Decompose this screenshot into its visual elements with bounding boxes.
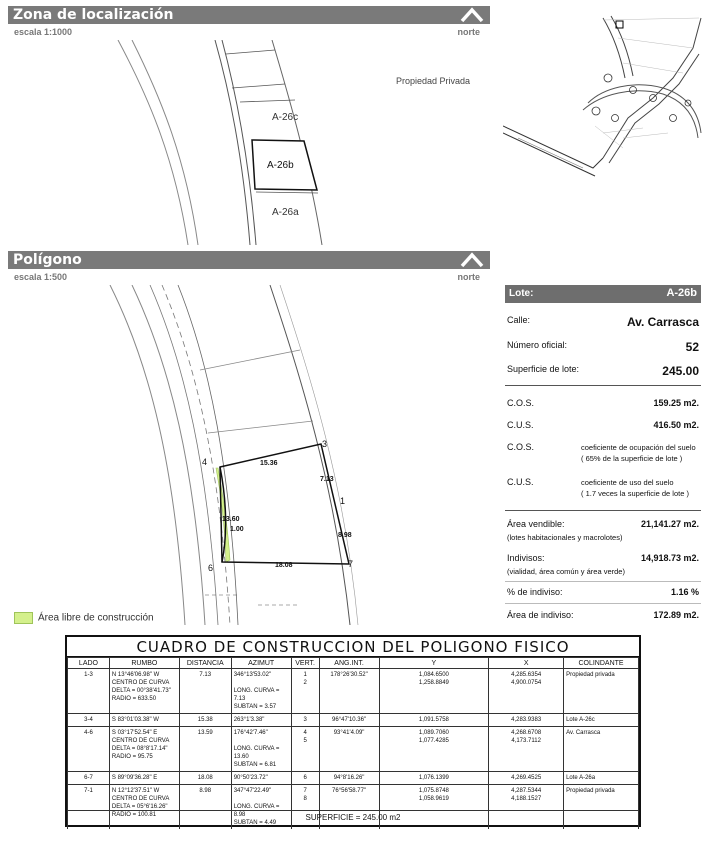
cell-line <box>234 679 289 687</box>
cell-line: SUBTAN = 4.49 <box>233 820 277 826</box>
cell-col: Lote A-26a <box>564 772 639 785</box>
zona-title: Zona de localización <box>13 7 174 23</box>
cell-line: 6 <box>303 775 307 781</box>
cuadro-construccion <box>65 635 641 827</box>
legend <box>14 612 154 624</box>
cell-line: 2 <box>303 680 307 686</box>
north-arrow-icon <box>460 252 484 268</box>
cell-line: 1 <box>303 672 307 678</box>
cell-azimut <box>231 714 291 727</box>
cell-line <box>234 737 289 745</box>
cell-line: 7 <box>303 788 307 794</box>
numero-value: 52 <box>685 340 699 354</box>
cell-col: Lote A-26c <box>564 714 639 727</box>
cell-line: S 03°17'52.54" E <box>111 730 158 736</box>
cuadro-row <box>68 727 639 772</box>
cell-line: RADIO = 95.75 <box>111 754 153 760</box>
cuadro-row <box>68 714 639 727</box>
calle-label: Calle: <box>507 315 531 325</box>
cuadro-row <box>68 669 639 714</box>
col-header: Y <box>379 658 489 669</box>
cell-line: SUBTAN = 3.57 <box>233 704 277 710</box>
cell-col: Av. Carrasca <box>564 727 639 772</box>
cell-ang: 76°56'58.77" <box>319 785 379 830</box>
cell-line: N 12°12'37.51" W <box>111 788 160 794</box>
cell-rumbo <box>109 714 179 727</box>
cell-line: 90°50'23.72" <box>233 775 268 781</box>
indivisos-value: 14,918.73 m2. <box>640 553 699 563</box>
lote-panel <box>505 285 701 630</box>
cell-line: 4,283.9383 <box>511 717 542 723</box>
divider <box>505 385 701 386</box>
cell-line: S 89°09'36.28" E <box>111 775 158 781</box>
cell-line: 1,091.5758 <box>418 717 449 723</box>
cell-line: 263°1'3.38" <box>233 717 265 723</box>
overview-map <box>503 8 703 193</box>
cell-ang: 93°41'4.09" <box>319 727 379 772</box>
cell-line: 8 <box>303 796 307 802</box>
cus-label: C.U.S. <box>507 420 534 430</box>
cell-line: 4,900.0754 <box>511 680 542 686</box>
cell-dist: 15.38 <box>179 714 231 727</box>
cos-label: C.O.S. <box>507 398 535 408</box>
cell-vert <box>291 669 319 714</box>
cell-azimut <box>231 669 291 714</box>
cell-lado: 1-3 <box>68 669 110 714</box>
cell-x <box>489 714 564 727</box>
cell-line: 1,075.8748 <box>418 788 449 794</box>
vendible-sub: (lotes habitacionales y macrolotes) <box>507 533 623 542</box>
cell-line: 176°42'7.46" <box>233 730 268 736</box>
cell-line: LONG. CURVA = 13.60 <box>233 746 280 760</box>
cell-y <box>379 772 489 785</box>
cell-line: RADIO = 100.81 <box>111 812 157 818</box>
superficie-label: Superficie de lote: <box>507 364 580 374</box>
calle-value: Av. Carrasca <box>626 315 699 329</box>
dim-right-top: 7.13 <box>320 476 334 483</box>
cell-dist: 18.08 <box>179 772 231 785</box>
cell-azimut <box>231 727 291 772</box>
cell-line: 1,076.1399 <box>418 775 449 781</box>
cuadro-total: SUPERFICIE = 245.00 m2 <box>67 810 639 825</box>
divider <box>505 510 701 511</box>
cell-lado: 6-7 <box>68 772 110 785</box>
lot-label-a26a: A-26a <box>272 207 299 218</box>
col-header: VERT. <box>291 658 319 669</box>
cell-line: 4,188.1527 <box>511 796 542 802</box>
cell-lado: 7-1 <box>68 785 110 830</box>
cell-dist: 7.13 <box>179 669 231 714</box>
cell-vert <box>291 714 319 727</box>
cell-line: SUBTAN = 6.81 <box>233 762 277 768</box>
col-header: LADO <box>68 658 110 669</box>
cell-line: 1,084.6500 <box>418 672 449 678</box>
legend-label: Área libre de construcción <box>38 612 154 624</box>
cell-lado: 4-6 <box>68 727 110 772</box>
lote-value: A-26b <box>666 287 697 299</box>
cell-line: S 83°01'03.38" W <box>111 717 159 723</box>
cell-col: Propiedad privada <box>564 785 639 830</box>
cell-line: 4 <box>303 730 307 736</box>
cell-ang: 94°8'16.26" <box>319 772 379 785</box>
dim-left: 13.60 <box>222 516 240 523</box>
cus-value: 416.50 m2. <box>653 420 699 430</box>
cell-line: N 13°46'06.98" W <box>111 672 160 678</box>
vertex-4: 4 <box>202 457 208 467</box>
zona-map <box>0 40 500 245</box>
divider <box>505 603 701 604</box>
poligono-title: Polígono <box>13 252 82 268</box>
area-indiviso-label: Área de indiviso: <box>507 610 574 620</box>
indivisos-sub: (vialidad, área común y área verde) <box>507 567 625 576</box>
poligono-plan <box>0 285 500 625</box>
cell-y <box>379 714 489 727</box>
cell-vert <box>291 727 319 772</box>
cell-line: 4,173.7112 <box>511 738 541 744</box>
zona-scale: escala 1:1000 <box>14 27 73 37</box>
dim-bottom: 18.08 <box>275 562 293 569</box>
cell-line: 1,258.8849 <box>418 680 449 686</box>
cell-line: DELTA = 05°6'16.26" <box>111 804 168 810</box>
cell-ang: 178°26'30.52" <box>319 669 379 714</box>
cell-line: 1,058.9619 <box>418 796 449 802</box>
cos-value: 159.25 m2. <box>653 398 699 408</box>
superficie-value: 245.00 <box>662 364 699 378</box>
cell-line: 5 <box>303 738 307 744</box>
pct-label: % de indiviso: <box>507 587 563 597</box>
col-header: AZIMUT <box>231 658 291 669</box>
col-header: COLINDANTE <box>564 658 639 669</box>
cell-col: Propiedad privada <box>564 669 639 714</box>
lot-label-a26b: A-26b <box>267 160 294 171</box>
lote-header <box>505 285 701 303</box>
cell-x <box>489 772 564 785</box>
cell-line: LONG. CURVA = 7.13 <box>233 688 280 702</box>
dim-setback: 1.00 <box>230 526 244 533</box>
propiedad-privada-label: Propiedad Privada <box>396 76 471 86</box>
zona-header <box>8 6 490 24</box>
zona-north-label: norte <box>457 27 480 37</box>
poligono-north-label: norte <box>457 272 480 282</box>
cell-line <box>234 795 289 803</box>
cuadro-table <box>67 657 639 829</box>
cell-line: 346°13'53.02" <box>233 672 272 678</box>
lot-label-a26c: A-26c <box>272 112 299 123</box>
cus-def-2: ( 1.7 veces la superficie de lote ) <box>581 489 689 498</box>
legend-swatch <box>14 612 33 624</box>
dim-right-bottom: 8.98 <box>338 532 352 539</box>
cuadro-header-row <box>68 658 639 669</box>
col-header: ANG.INT. <box>319 658 379 669</box>
cell-azimut <box>231 772 291 785</box>
cell-y <box>379 727 489 772</box>
cos-def-label: C.O.S. <box>507 442 535 452</box>
cell-line: 4,269.4525 <box>511 775 542 781</box>
cell-dist: 8.98 <box>179 785 231 830</box>
cuadro-row <box>68 772 639 785</box>
cell-line: CENTRO DE CURVA <box>111 680 170 686</box>
cell-rumbo <box>109 727 179 772</box>
vertex-7: 7 <box>348 559 354 569</box>
cell-line: 4,285.6354 <box>511 672 542 678</box>
cell-line: 1,077.4285 <box>418 738 449 744</box>
col-header: RUMBO <box>109 658 179 669</box>
vertex-3: 3 <box>322 439 328 449</box>
cell-line: LONG. CURVA = 8.98 <box>233 804 280 818</box>
col-header: X <box>489 658 564 669</box>
vertex-1: 1 <box>340 496 346 506</box>
cell-rumbo <box>109 669 179 714</box>
pct-value: 1.16 % <box>670 587 699 597</box>
north-arrow-icon <box>460 7 484 23</box>
vertex-6: 6 <box>208 563 214 573</box>
cell-x <box>489 727 564 772</box>
divider <box>505 581 701 582</box>
cell-vert <box>291 772 319 785</box>
numero-label: Número oficial: <box>507 340 568 350</box>
col-header: DISTANCIA <box>179 658 231 669</box>
cus-def-label: C.U.S. <box>507 477 534 487</box>
cell-line: 1,089.7060 <box>418 730 449 736</box>
cell-line: CENTRO DE CURVA <box>111 738 170 744</box>
poligono-header <box>8 251 490 269</box>
area-indiviso-value: 172.89 m2. <box>653 610 699 620</box>
cell-line: CENTRO DE CURVA <box>111 796 170 802</box>
cell-line: 4,287.5344 <box>511 788 542 794</box>
cell-line: 4,268.6708 <box>511 730 542 736</box>
poligono-scale: escala 1:500 <box>14 272 68 282</box>
cell-rumbo <box>109 772 179 785</box>
indivisos-label: Indivisos: <box>507 553 545 563</box>
vendible-value: 21,141.27 m2. <box>640 519 699 529</box>
cell-lado: 3-4 <box>68 714 110 727</box>
cus-def-1: coeficiente de uso del suelo <box>581 478 674 487</box>
cos-def-2: ( 65% de la superficie de lote ) <box>581 454 683 463</box>
cos-def-1: coeficiente de ocupación del suelo <box>581 443 696 452</box>
cell-line: 347°47'22.49" <box>233 788 272 794</box>
cell-y <box>379 669 489 714</box>
cell-line: 3 <box>303 717 307 723</box>
cuadro-title: CUADRO DE CONSTRUCCION DEL POLIGONO FISICO <box>67 637 639 657</box>
lote-label: Lote: <box>509 288 534 299</box>
cell-ang: 96°47'10.36" <box>319 714 379 727</box>
cell-line: RADIO = 633.50 <box>111 696 157 702</box>
cell-line: DELTA = 08°8'17.14" <box>111 746 168 752</box>
cell-dist: 13.59 <box>179 727 231 772</box>
dim-top: 15.36 <box>260 460 278 467</box>
vendible-label: Área vendible: <box>507 519 565 529</box>
cell-line: DELTA = 00°38'41.73" <box>111 688 171 694</box>
cell-x <box>489 669 564 714</box>
